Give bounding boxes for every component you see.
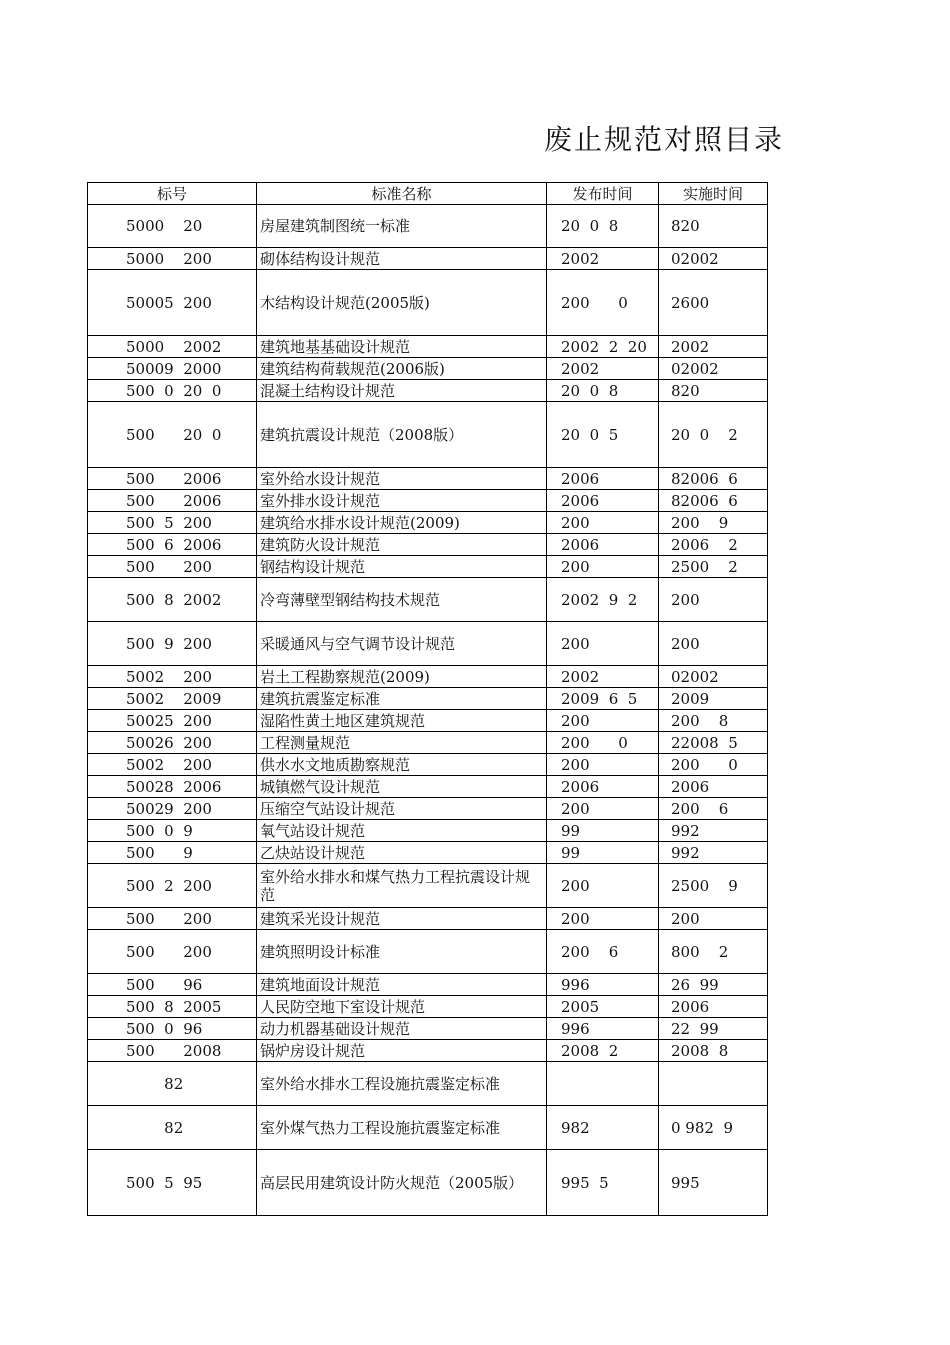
column-header-published: 发布时间 <box>547 183 659 205</box>
published-cell: 200 <box>547 512 659 534</box>
code-cell: 500 6 2006 <box>88 534 257 556</box>
code-cell: 500 9 200 <box>88 622 257 666</box>
effective-cell: 200 <box>659 622 768 666</box>
code-cell: 500 0 20 0 <box>88 380 257 402</box>
table-row <box>88 798 768 820</box>
table-row <box>88 908 768 930</box>
name-cell: 工程测量规范 <box>257 732 547 754</box>
name-cell: 岩土工程勘察规范(2009) <box>257 666 547 688</box>
effective-cell: 26 99 <box>659 974 768 996</box>
table-row <box>88 1040 768 1062</box>
name-cell: 建筑照明设计标准 <box>257 930 547 974</box>
code-cell: 500 200 <box>88 930 257 974</box>
published-cell: 200 <box>547 556 659 578</box>
name-cell: 室外给水排水工程设施抗震鉴定标准 <box>257 1062 547 1106</box>
effective-cell: 992 <box>659 820 768 842</box>
column-header-code: 标号 <box>88 183 257 205</box>
published-cell: 2002 <box>547 248 659 270</box>
table-row <box>88 710 768 732</box>
table-row <box>88 490 768 512</box>
effective-cell: 2009 <box>659 688 768 710</box>
code-cell: 82 <box>88 1106 257 1150</box>
effective-cell: 02002 <box>659 248 768 270</box>
published-cell: 2008 2 <box>547 1040 659 1062</box>
name-cell: 砌体结构设计规范 <box>257 248 547 270</box>
code-cell: 500 200 <box>88 908 257 930</box>
name-cell: 室外煤气热力工程设施抗震鉴定标准 <box>257 1106 547 1150</box>
table-row <box>88 512 768 534</box>
table-row <box>88 578 768 622</box>
table-row <box>88 402 768 468</box>
table-row <box>88 776 768 798</box>
name-cell: 锅炉房设计规范 <box>257 1040 547 1062</box>
table-row <box>88 556 768 578</box>
table-row <box>88 622 768 666</box>
published-cell: 200 <box>547 864 659 908</box>
table-row <box>88 842 768 864</box>
table-row <box>88 1062 768 1106</box>
name-cell: 建筑地基基础设计规范 <box>257 336 547 358</box>
table-row <box>88 732 768 754</box>
code-cell: 5002 2009 <box>88 688 257 710</box>
table-row <box>88 336 768 358</box>
effective-cell: 992 <box>659 842 768 864</box>
table-row <box>88 996 768 1018</box>
published-cell: 2002 <box>547 358 659 380</box>
table-row <box>88 468 768 490</box>
name-cell: 供水水文地质勘察规范 <box>257 754 547 776</box>
published-cell: 2009 6 5 <box>547 688 659 710</box>
name-cell: 城镇燃气设计规范 <box>257 776 547 798</box>
published-cell: 99 <box>547 842 659 864</box>
published-cell: 2006 <box>547 534 659 556</box>
code-cell: 5000 20 <box>88 205 257 248</box>
column-header-name: 标准名称 <box>257 183 547 205</box>
table-row <box>88 688 768 710</box>
published-cell: 200 <box>547 798 659 820</box>
name-cell: 动力机器基础设计规范 <box>257 1018 547 1040</box>
name-cell: 采暖通风与空气调节设计规范 <box>257 622 547 666</box>
table-header-row <box>88 183 768 205</box>
name-cell: 室外排水设计规范 <box>257 490 547 512</box>
effective-cell: 02002 <box>659 358 768 380</box>
table-row <box>88 820 768 842</box>
effective-cell: 820 <box>659 380 768 402</box>
published-cell: 996 <box>547 974 659 996</box>
effective-cell: 2600 <box>659 270 768 336</box>
name-cell: 人民防空地下室设计规范 <box>257 996 547 1018</box>
code-cell: 500 0 96 <box>88 1018 257 1040</box>
code-cell: 50025 200 <box>88 710 257 732</box>
name-cell: 木结构设计规范(2005版) <box>257 270 547 336</box>
effective-cell: 2006 <box>659 776 768 798</box>
table-row <box>88 248 768 270</box>
effective-cell: 2006 <box>659 996 768 1018</box>
published-cell: 2002 2 20 <box>547 336 659 358</box>
code-cell: 500 5 200 <box>88 512 257 534</box>
published-cell: 200 <box>547 710 659 732</box>
code-cell: 500 2 200 <box>88 864 257 908</box>
table-row <box>88 666 768 688</box>
published-cell: 99 <box>547 820 659 842</box>
page-title: 废止规范对照目录 <box>544 123 785 156</box>
published-cell: 20 0 8 <box>547 205 659 248</box>
published-cell: 2006 <box>547 490 659 512</box>
name-cell: 建筑地面设计规范 <box>257 974 547 996</box>
effective-cell: 82006 6 <box>659 468 768 490</box>
effective-cell: 02002 <box>659 666 768 688</box>
published-cell: 2002 9 2 <box>547 578 659 622</box>
code-cell: 500 20 0 <box>88 402 257 468</box>
code-cell: 500 2008 <box>88 1040 257 1062</box>
effective-cell: 2006 2 <box>659 534 768 556</box>
code-cell: 5000 2002 <box>88 336 257 358</box>
table-row <box>88 270 768 336</box>
table-row <box>88 1018 768 1040</box>
name-cell: 建筑给水排水设计规范(2009) <box>257 512 547 534</box>
table-row <box>88 534 768 556</box>
effective-cell: 2500 9 <box>659 864 768 908</box>
effective-cell: 2500 2 <box>659 556 768 578</box>
effective-cell: 2008 8 <box>659 1040 768 1062</box>
effective-cell: 800 2 <box>659 930 768 974</box>
code-cell: 50005 200 <box>88 270 257 336</box>
code-cell: 500 8 2002 <box>88 578 257 622</box>
published-cell: 200 6 <box>547 930 659 974</box>
published-cell: 995 5 <box>547 1150 659 1216</box>
code-cell: 5002 200 <box>88 754 257 776</box>
code-cell: 500 0 9 <box>88 820 257 842</box>
effective-cell: 200 0 <box>659 754 768 776</box>
effective-cell: 20 0 2 <box>659 402 768 468</box>
name-cell: 钢结构设计规范 <box>257 556 547 578</box>
published-cell: 2005 <box>547 996 659 1018</box>
code-cell: 50029 200 <box>88 798 257 820</box>
effective-cell: 0 982 9 <box>659 1106 768 1150</box>
published-cell: 996 <box>547 1018 659 1040</box>
name-cell: 建筑结构荷载规范(2006版) <box>257 358 547 380</box>
code-cell: 500 8 2005 <box>88 996 257 1018</box>
effective-cell <box>659 1062 768 1106</box>
code-cell: 500 2006 <box>88 468 257 490</box>
effective-cell: 22 99 <box>659 1018 768 1040</box>
effective-cell: 200 9 <box>659 512 768 534</box>
published-cell: 20 0 5 <box>547 402 659 468</box>
name-cell: 混凝土结构设计规范 <box>257 380 547 402</box>
table-row <box>88 358 768 380</box>
code-cell: 5002 200 <box>88 666 257 688</box>
published-cell: 982 <box>547 1106 659 1150</box>
code-cell: 50026 200 <box>88 732 257 754</box>
published-cell: 200 <box>547 754 659 776</box>
name-cell: 房屋建筑制图统一标准 <box>257 205 547 248</box>
effective-cell: 22008 5 <box>659 732 768 754</box>
effective-cell: 82006 6 <box>659 490 768 512</box>
effective-cell: 2002 <box>659 336 768 358</box>
published-cell: 200 0 <box>547 270 659 336</box>
name-cell: 建筑抗震设计规范（2008版） <box>257 402 547 468</box>
name-cell: 乙炔站设计规范 <box>257 842 547 864</box>
code-cell: 50009 2000 <box>88 358 257 380</box>
table-row <box>88 205 768 248</box>
table-row <box>88 864 768 908</box>
name-cell: 建筑采光设计规范 <box>257 908 547 930</box>
code-cell: 500 200 <box>88 556 257 578</box>
table-row <box>88 1106 768 1150</box>
spec-table <box>87 182 768 1216</box>
code-cell: 500 5 95 <box>88 1150 257 1216</box>
name-cell: 氧气站设计规范 <box>257 820 547 842</box>
published-cell: 2002 <box>547 666 659 688</box>
name-cell: 室外给水排水和煤气热力工程抗震设计规范 <box>257 864 547 908</box>
table-row <box>88 974 768 996</box>
name-cell: 室外给水设计规范 <box>257 468 547 490</box>
effective-cell: 200 6 <box>659 798 768 820</box>
published-cell <box>547 1062 659 1106</box>
published-cell: 200 <box>547 908 659 930</box>
name-cell: 高层民用建筑设计防火规范（2005版） <box>257 1150 547 1216</box>
published-cell: 2006 <box>547 468 659 490</box>
published-cell: 200 <box>547 622 659 666</box>
name-cell: 建筑抗震鉴定标准 <box>257 688 547 710</box>
effective-cell: 995 <box>659 1150 768 1216</box>
effective-cell: 820 <box>659 205 768 248</box>
code-cell: 500 9 <box>88 842 257 864</box>
table-row <box>88 1150 768 1216</box>
table-row <box>88 380 768 402</box>
published-cell: 2006 <box>547 776 659 798</box>
code-cell: 50028 2006 <box>88 776 257 798</box>
effective-cell: 200 <box>659 578 768 622</box>
name-cell: 湿陷性黄土地区建筑规范 <box>257 710 547 732</box>
published-cell: 20 0 8 <box>547 380 659 402</box>
effective-cell: 200 8 <box>659 710 768 732</box>
published-cell: 200 0 <box>547 732 659 754</box>
code-cell: 500 2006 <box>88 490 257 512</box>
table-row <box>88 930 768 974</box>
table-row <box>88 754 768 776</box>
name-cell: 建筑防火设计规范 <box>257 534 547 556</box>
column-header-effective: 实施时间 <box>659 183 768 205</box>
code-cell: 500 96 <box>88 974 257 996</box>
name-cell: 冷弯薄壁型钢结构技术规范 <box>257 578 547 622</box>
code-cell: 5000 200 <box>88 248 257 270</box>
name-cell: 压缩空气站设计规范 <box>257 798 547 820</box>
code-cell: 82 <box>88 1062 257 1106</box>
effective-cell: 200 <box>659 908 768 930</box>
